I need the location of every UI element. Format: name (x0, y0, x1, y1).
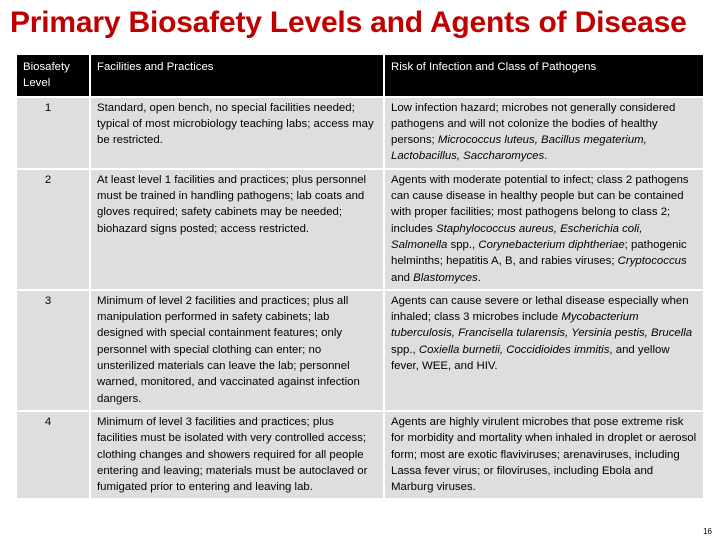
risk-cell: Agents with moderate potential to infect; class 2 pathogens can cause disease in healthy people but can be contained with proper facilities; most pathogens belong to class 2; includes Staphylococcus aureus, Escherichia coli, Salmonella spp., Corynebacterium diphtheriae; pathogenic helminths; hepatitis A, B, and rabies viruses; Cryptococcus and Blastomyces. (384, 169, 703, 290)
biosafety-table (17, 55, 703, 498)
risk-cell: Low infection hazard; microbes not generally considered pathogens and will not colonize the bodies of healthy persons; Micrococcus luteus, Bacillus megaterium, Lactobacillus, Saccharomyces. (384, 97, 703, 169)
table-row (17, 169, 703, 290)
page-number: 16 (703, 527, 712, 536)
level-cell: 4 (17, 411, 90, 498)
risk-cell: Agents can cause severe or lethal disease especially when inhaled; class 3 microbes include Mycobacterium tuberculosis, Francisella tularensis, Yersinia pestis, Brucella spp., Coxiella burnetii, Coccidioides immitis, and yellow fever, WEE, and HIV. (384, 290, 703, 411)
facilities-cell: Minimum of level 3 facilities and practices; plus facilities must be isolated with very controlled access; clothing changes and showers required for all people entering and leaving; materials must be autoclaved or fumigated prior to entering and leaving lab. (90, 411, 384, 498)
table-row (17, 97, 703, 169)
table-row (17, 411, 703, 498)
level-cell: 1 (17, 97, 90, 169)
header-risk-pathogens: Risk of Infection and Class of Pathogens (384, 55, 703, 97)
header-facilities-practices: Facilities and Practices (90, 55, 384, 97)
table-header-row (17, 55, 703, 97)
level-cell: 3 (17, 290, 90, 411)
table-row (17, 290, 703, 411)
risk-cell: Agents are highly virulent microbes that pose extreme risk for morbidity and mortality when inhaled in droplet or aerosol form; most are exotic flaviviruses; arenaviruses, including Lassa fever virus; or filoviruses, including Ebola and Marburg viruses. (384, 411, 703, 498)
header-biosafety-level: Biosafety Level (17, 55, 90, 97)
facilities-cell: Minimum of level 2 facilities and practices; plus all manipulation performed in safety cabinets; lab designed with special containment features; only personnel with special clothing can enter; no unsterilized materials can leave the lab; personnel warned, monitored, and vaccinated against infection dangers. (90, 290, 384, 411)
facilities-cell: Standard, open bench, no special facilities needed; typical of most microbiology teaching labs; access may be restricted. (90, 97, 384, 169)
level-cell: 2 (17, 169, 90, 290)
page-title: Primary Biosafety Levels and Agents of Disease (10, 6, 687, 39)
facilities-cell: At least level 1 facilities and practices; plus personnel must be trained in handling pathogens; lab coats and gloves required; safety cabinets may be needed; biohazard signs posted; access restricted. (90, 169, 384, 290)
